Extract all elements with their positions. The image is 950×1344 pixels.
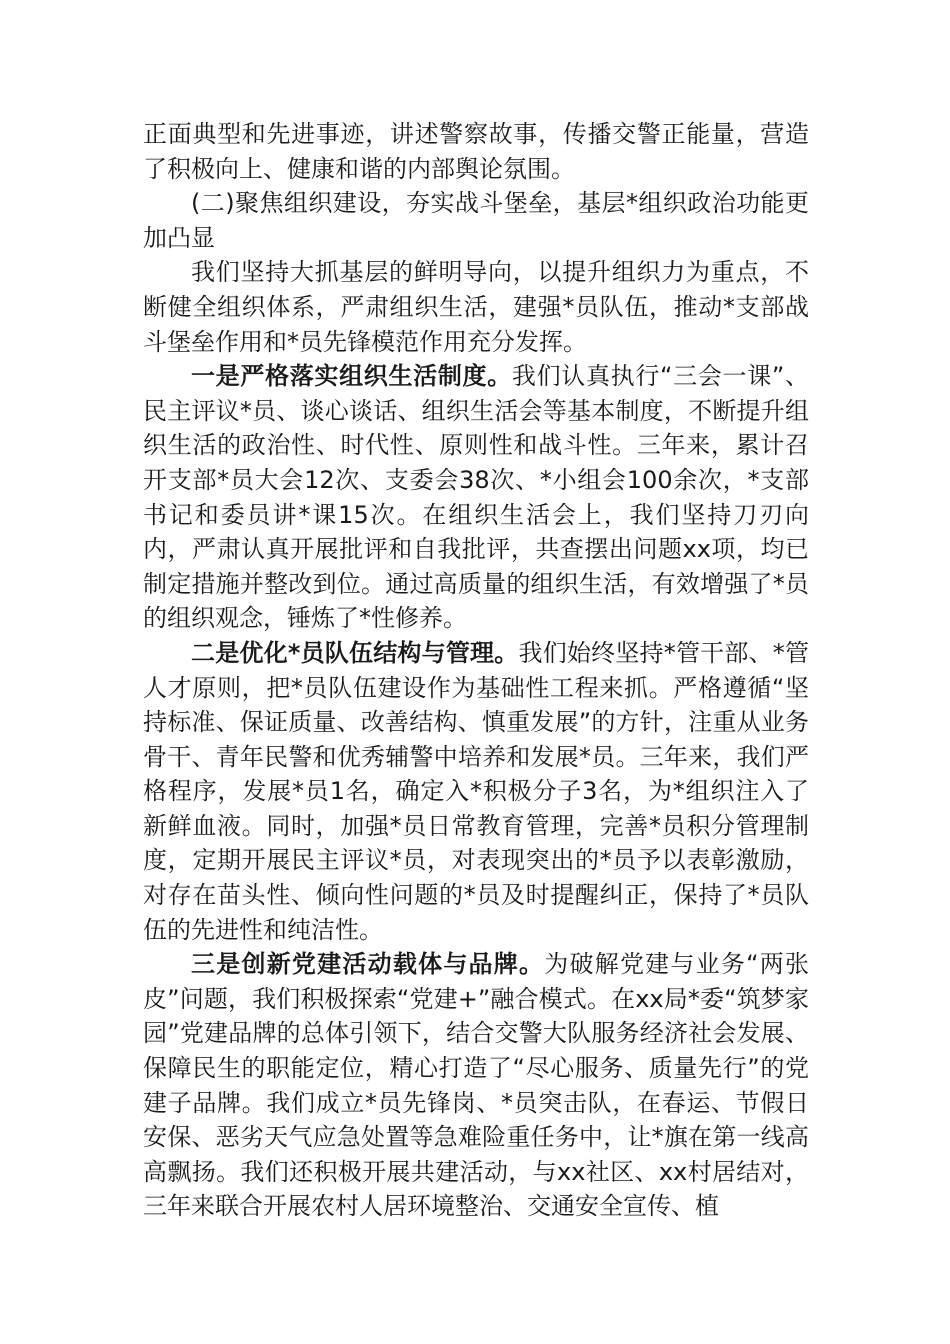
item-member-team [143,636,809,947]
item-party-brand-body: 为破解党建与业务“两张皮”问题，我们积极探索“党建+”融合模式。在xx局*委“筑梦家园”党建品牌的总体引领下，结合交警大队服务经济社会发展、保障民生的职能定位，精心打造了“尽心服务、质量先行”的党建子品牌。我们成立*员先锋岗、*员突击队，在春运、节假日安保、恶劣天气应急处置等急难险重任务中，让*旗在第一线高高飘扬。我们还积极开展共建活动，与xx社区、xx村居结对，三年来联合开展农村人居环境整治、交通安全宣传、植 [143,950,810,1221]
paragraph-public-opinion: 正面典型和先进事迹，讲述警察故事，传播交警正能量，营造了积极向上、健康和谐的内部舆论氛围。 [143,120,809,183]
section-heading-organization: (二)聚焦组织建设，夯实战斗堡垒，基层*组织政治功能更加凸显 [143,189,809,252]
paragraph-grassroots-orientation: 我们坚持大抓基层的鲜明导向，以提升组织力为重点，不断健全组织体系，严肃组织生活，建强*员队伍，推动*支部战斗堡垒作用和*员先锋模范作用充分发挥。 [143,258,809,356]
item-member-team-title: 二是优化*员队伍结构与管理。 [191,638,519,667]
item-party-brand-title: 三是创新党建活动载体与品牌。 [191,950,545,979]
item-organization-life-title: 一是严格落实组织生活制度。 [191,362,512,391]
item-member-team-body: 我们始终坚持*管干部、*管人才原则，把*员队伍建设作为基础性工程来抓。严格遵循“坚持标准、保证质量、改善结构、慎重发展”的方针，注重从业务骨干、青年民警和优秀辅警中培养和发展*员。三年来，我们严格程序，发展*员1名，确定入*积极分子3名，为*组织注入了新鲜血液。同时，加强*员日常教育管理，完善*员积分管理制度，定期开展民主评议*员，对表现突出的*员予以表彰激励，对存在苗头性、倾向性问题的*员及时提醒纠正，保持了*员队伍的先进性和纯洁性。 [143,638,809,944]
item-party-brand [143,947,809,1224]
item-organization-life [143,359,809,636]
document-body [143,117,809,1224]
item-organization-life-body: 我们认真执行“三会一课”、民主评议*员、谈心谈话、组织生活会等基本制度，不断提升组织生活的政治性、时代性、原则性和战斗性。三年来，累计召开支部*员大会12次、支委会38次、*小组会100余次，*支部书记和委员讲*课15次。在组织生活会上，我们坚持刀刃向内，严肃认真开展批评和自我批评，共查摆出问题xx项，均已制定措施并整改到位。通过高质量的组织生活，有效增强了*员的组织观念，锤炼了*性修养。 [143,362,809,633]
